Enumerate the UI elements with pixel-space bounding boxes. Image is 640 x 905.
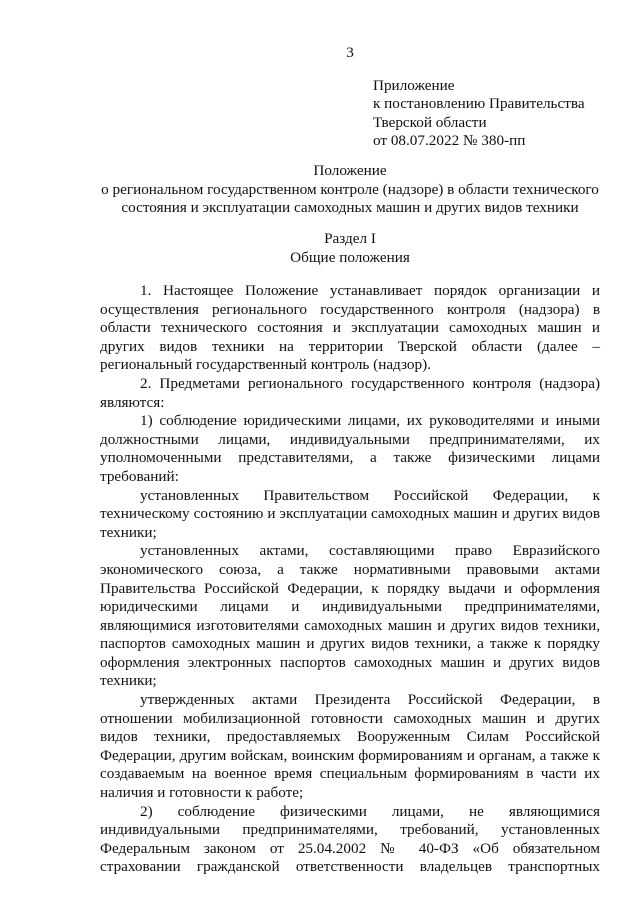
section-heading: [100, 230, 600, 267]
title-line: о региональном государственном контроле (надзоре) в области технического: [101, 180, 599, 198]
appendix-block: [373, 77, 623, 150]
appendix-line: к постановлению Правительства: [373, 95, 585, 113]
appendix-line: Приложение: [373, 77, 455, 94]
paragraph: установленных Правительством Российской Федерации, к техническому состоянию и эксплуатации самоходных машин и других видов техники;: [100, 486, 600, 541]
appendix-line: от 08.07.2022 № 380-пп: [373, 131, 526, 149]
appendix-line: Тверской области: [373, 113, 487, 131]
paragraph: 1. Настоящее Положение устанавливает порядок организации и осуществления регионального государственного контроля (надзора) в области технического состояния и эксплуатации самоходных машин и других видов техники на территории Тверской области (далее – региональный государственный контроль (надзор).: [100, 282, 600, 374]
section-name: Общие положения: [290, 248, 410, 266]
document-title: [100, 162, 600, 218]
title-line: состояния и эксплуатации самоходных машин и других видов техники: [121, 199, 579, 217]
paragraph: установленных актами, составляющими право Евразийского экономического союза, а также нормативными правовыми актами Правительства Российской Федерации, к порядку выдачи и оформления юридическими лицами и индивидуальными предпринимателями, являющимися изготовителями самоходных машин и других видов техники, паспортов самоходных машин и других видов техники, а также к порядку оформления электронных паспортов самоходных машин и других видов техники;: [100, 542, 600, 690]
paragraph: утвержденных актами Президента Российской Федерации, в отношении мобилизационной готовности самоходных машин и других видов техники, предоставляемых Вооруженным Силам Российской Федерации, другим войскам, воинским формированиям и органам, а также к создаваемым на военное время специальным формированиям в части их наличия и готовности к работе;: [100, 691, 600, 802]
paragraph: 2. Предметами регионального государственного контроля (надзора) являются:: [100, 374, 600, 411]
body-text: [100, 282, 600, 877]
section-number: Раздел I: [324, 230, 376, 247]
paragraph: 1) соблюдение юридическими лицами, их руководителями и иными должностными лицами, индивидуальными предпринимателями, их уполномоченными представителями, а также физическими лицами требований:: [100, 412, 600, 485]
paragraph: 2) соблюдение физическими лицами, не являющимися индивидуальными предпринимателями, требований, установленных Федеральным законом от 25.04.2002 № 40-ФЗ «Об обязательном страховании гражданской ответственности владельцев транспортных: [100, 802, 600, 876]
page-number: 3: [346, 44, 354, 61]
title-heading: Положение: [313, 162, 387, 179]
